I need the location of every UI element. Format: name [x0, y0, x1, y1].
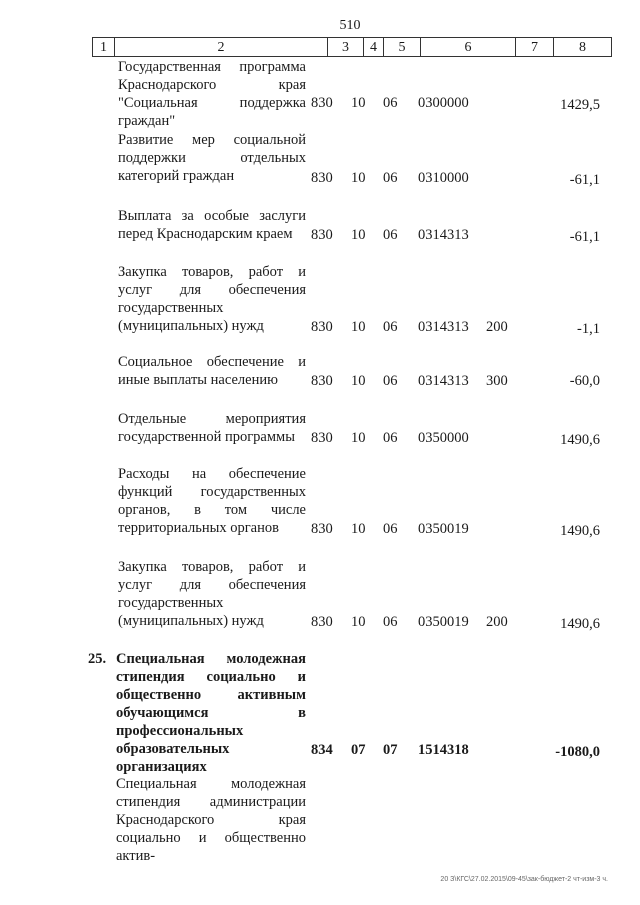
cell-section: 10 [351, 430, 366, 446]
row-name: Государственная программа Краснодарского края "Социальная поддержка граждан" [118, 59, 306, 129]
cell-code: 830 [311, 95, 333, 111]
cell-target: 0350000 [418, 430, 469, 446]
cell-code: 830 [311, 227, 333, 243]
column-header: 8 [579, 40, 586, 55]
cell-expense-type: 300 [486, 373, 508, 389]
cell-amount: -1080,0 [555, 744, 600, 760]
row-name: Отдельные мероприятия государственной программы [118, 411, 306, 445]
page-number: 510 [339, 18, 361, 33]
row-name: Закупка товаров, работ и услуг для обеспечения государственных (муниципальных) нужд [118, 559, 306, 629]
cell-subsection: 06 [383, 373, 398, 389]
cell-subsection: 06 [383, 170, 398, 186]
cell-amount: 1429,5 [560, 97, 600, 113]
column-header: 2 [115, 38, 328, 56]
cell-code: 834 [311, 742, 333, 758]
cell-amount: -1,1 [577, 321, 600, 337]
cell-code: 830 [311, 430, 333, 446]
row-name: Расходы на обеспечение функций государственных органов, в том числе территориальных органов [118, 466, 306, 536]
cell-amount: 1490,6 [560, 432, 600, 448]
cell-amount: 1490,6 [560, 523, 600, 539]
row-name: Закупка товаров, работ и услуг для обеспечения государственных (муниципальных) нужд [118, 264, 306, 334]
cell-subsection: 06 [383, 430, 398, 446]
column-header: 6 [421, 38, 516, 56]
cell-amount: -61,1 [569, 172, 600, 188]
cell-section: 10 [351, 170, 366, 186]
cell-target: 0314313 [418, 373, 469, 389]
cell-section: 10 [351, 227, 366, 243]
cell-subsection: 06 [383, 614, 398, 630]
cell-section: 10 [351, 614, 366, 630]
cell-amount: -60,0 [569, 373, 600, 389]
cell-section: 10 [351, 521, 366, 537]
section-number: 25. [88, 651, 107, 667]
cell-code: 830 [311, 614, 333, 630]
cell-target: 0350019 [418, 521, 469, 537]
cell-section: 10 [351, 373, 366, 389]
cell-section: 10 [351, 95, 366, 111]
row-name: Специальная молодежная стипендия администрации Краснодарского края социально и общественно актив- [116, 776, 306, 864]
cell-subsection: 07 [383, 742, 398, 758]
cell-amount: -61,1 [569, 229, 600, 245]
cell-code: 830 [311, 521, 333, 537]
cell-code: 830 [311, 170, 333, 186]
cell-section: 10 [351, 319, 366, 335]
row-name: Выплата за особые заслуги перед Краснодарским краем [118, 208, 306, 242]
column-header: 3 [328, 38, 364, 56]
row-name: Специальная молодежная стипендия социально и общественно активным обучающимся в профессиональных образовательных организациях [116, 651, 306, 775]
cell-subsection: 06 [383, 521, 398, 537]
column-header: 7 [516, 38, 554, 56]
cell-expense-type: 200 [486, 614, 508, 630]
cell-code: 830 [311, 373, 333, 389]
column-header-row [92, 37, 612, 57]
cell-target: 0314313 [418, 227, 469, 243]
cell-subsection: 06 [383, 95, 398, 111]
cell-target: 0314313 [418, 319, 469, 335]
cell-subsection: 06 [383, 227, 398, 243]
row-name: Социальное обеспечение и иные выплаты населению [118, 354, 306, 388]
cell-target: 1514318 [418, 742, 469, 758]
cell-code: 830 [311, 319, 333, 335]
column-header: 4 [364, 38, 384, 56]
cell-amount: 1490,6 [560, 616, 600, 632]
column-header: 5 [384, 38, 421, 56]
cell-expense-type: 200 [486, 319, 508, 335]
cell-subsection: 06 [383, 319, 398, 335]
column-header: 1 [93, 38, 115, 56]
row-name: Развитие мер социальной поддержки отдельных категорий граждан [118, 132, 306, 184]
cell-target: 0350019 [418, 614, 469, 630]
cell-target: 0310000 [418, 170, 469, 186]
cell-section: 07 [351, 742, 366, 758]
cell-target: 0300000 [418, 95, 469, 111]
document-footer: 20 З\КГС\27.02.2015\09-45\зак-бюджет-2 чт-изм-3 ч. [440, 876, 608, 883]
